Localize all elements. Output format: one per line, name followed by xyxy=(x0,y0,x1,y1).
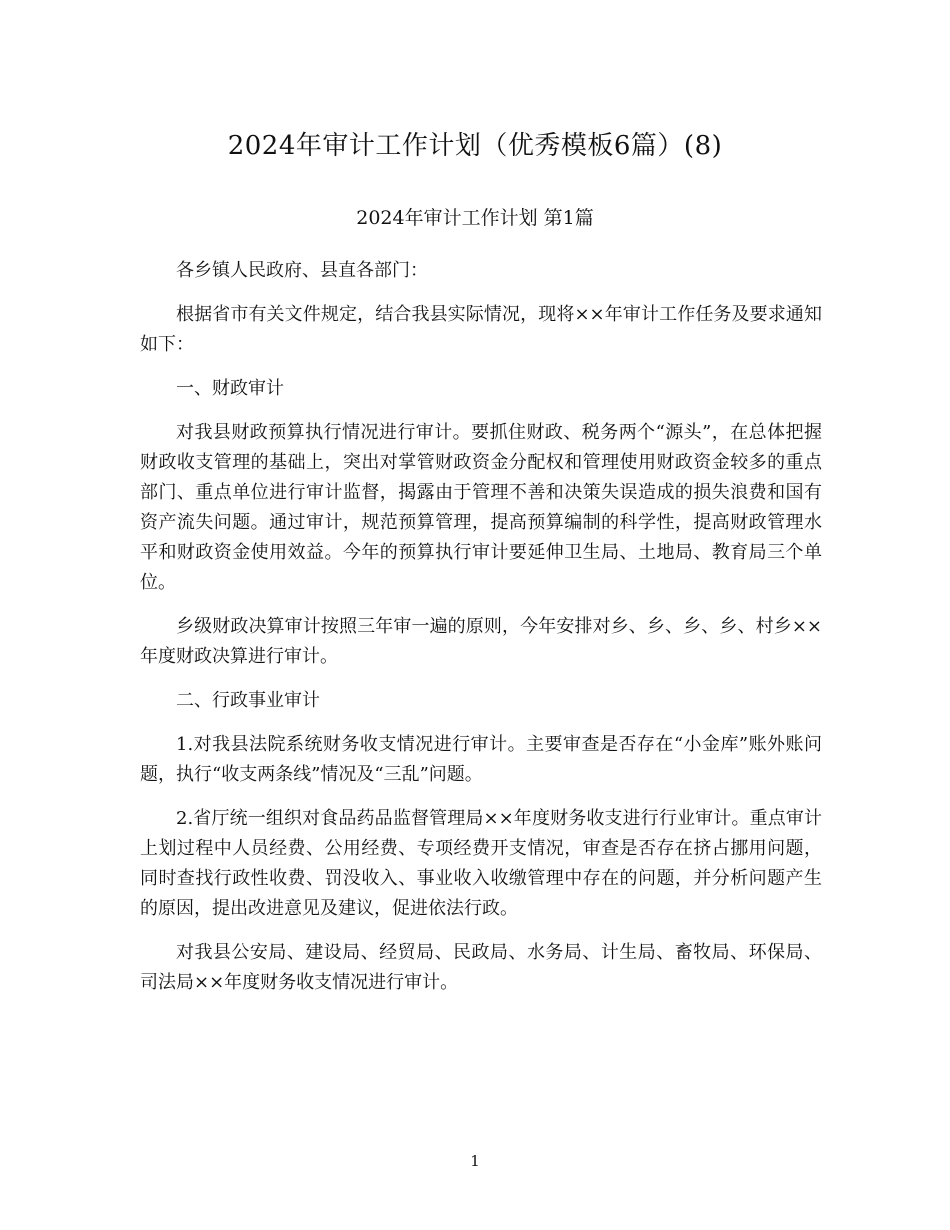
document-title: 2024年审计工作计划（优秀模板6篇）(8) xyxy=(227,131,723,161)
heading-finance-audit: 一、财政审计 xyxy=(176,378,284,399)
paragraph-food-drug-audit: 2.省厅统一组织对食品药品监督管理局××年度财务收支进行行业审计。重点审计上划过程中人员经费、公用经费、专项经费开支情况，审查是否存在挤占挪用问题，同时查找行政性收费、罚没收入、事业收入收缴管理中存在的问题，并分析问题产生的原因，提出改进意见及建议，促进依法行政。 xyxy=(140,808,822,919)
heading-administrative-audit: 二、行政事业审计 xyxy=(176,690,320,711)
page-number: 1 xyxy=(470,1152,480,1170)
paragraph-departments-audit: 对我县公安局、建设局、经贸局、民政局、水务局、计生局、畜牧局、环保局、司法局××年度财务收支情况进行审计。 xyxy=(140,942,822,993)
paragraph-budget-audit: 对我县财政预算执行情况进行审计。要抓住财政、税务两个“源头”，在总体把握财政收支管理的基础上，突出对掌管财政资金分配权和管理使用财政资金较多的重点部门、重点单位进行审计监督，揭露由于管理不善和决策失误造成的损失浪费和国有资产流失问题。通过审计，规范预算管理，提高预算编制的科学性，提高财政管理水平和财政资金使用效益。今年的预算执行审计要延伸卫生局、土地局、教育局三个单位。 xyxy=(140,422,822,593)
paragraph-intro: 根据省市有关文件规定，结合我县实际情况，现将××年审计工作任务及要求通知如下： xyxy=(140,304,822,355)
paragraph-salutation: 各乡镇人民政府、县直各部门： xyxy=(176,260,428,281)
section-title: 2024年审计工作计划 第1篇 xyxy=(356,207,594,229)
document-body xyxy=(140,256,822,1012)
paragraph-court-audit: 1.对我县法院系统财务收支情况进行审计。主要审查是否存在“小金库”账外账问题，执行“收支两条线”情况及“三乱”问题。 xyxy=(140,734,822,785)
paragraph-township-audit: 乡级财政决算审计按照三年审一遍的原则，今年安排对乡、乡、乡、乡、村乡××年度财政决算进行审计。 xyxy=(140,616,822,667)
